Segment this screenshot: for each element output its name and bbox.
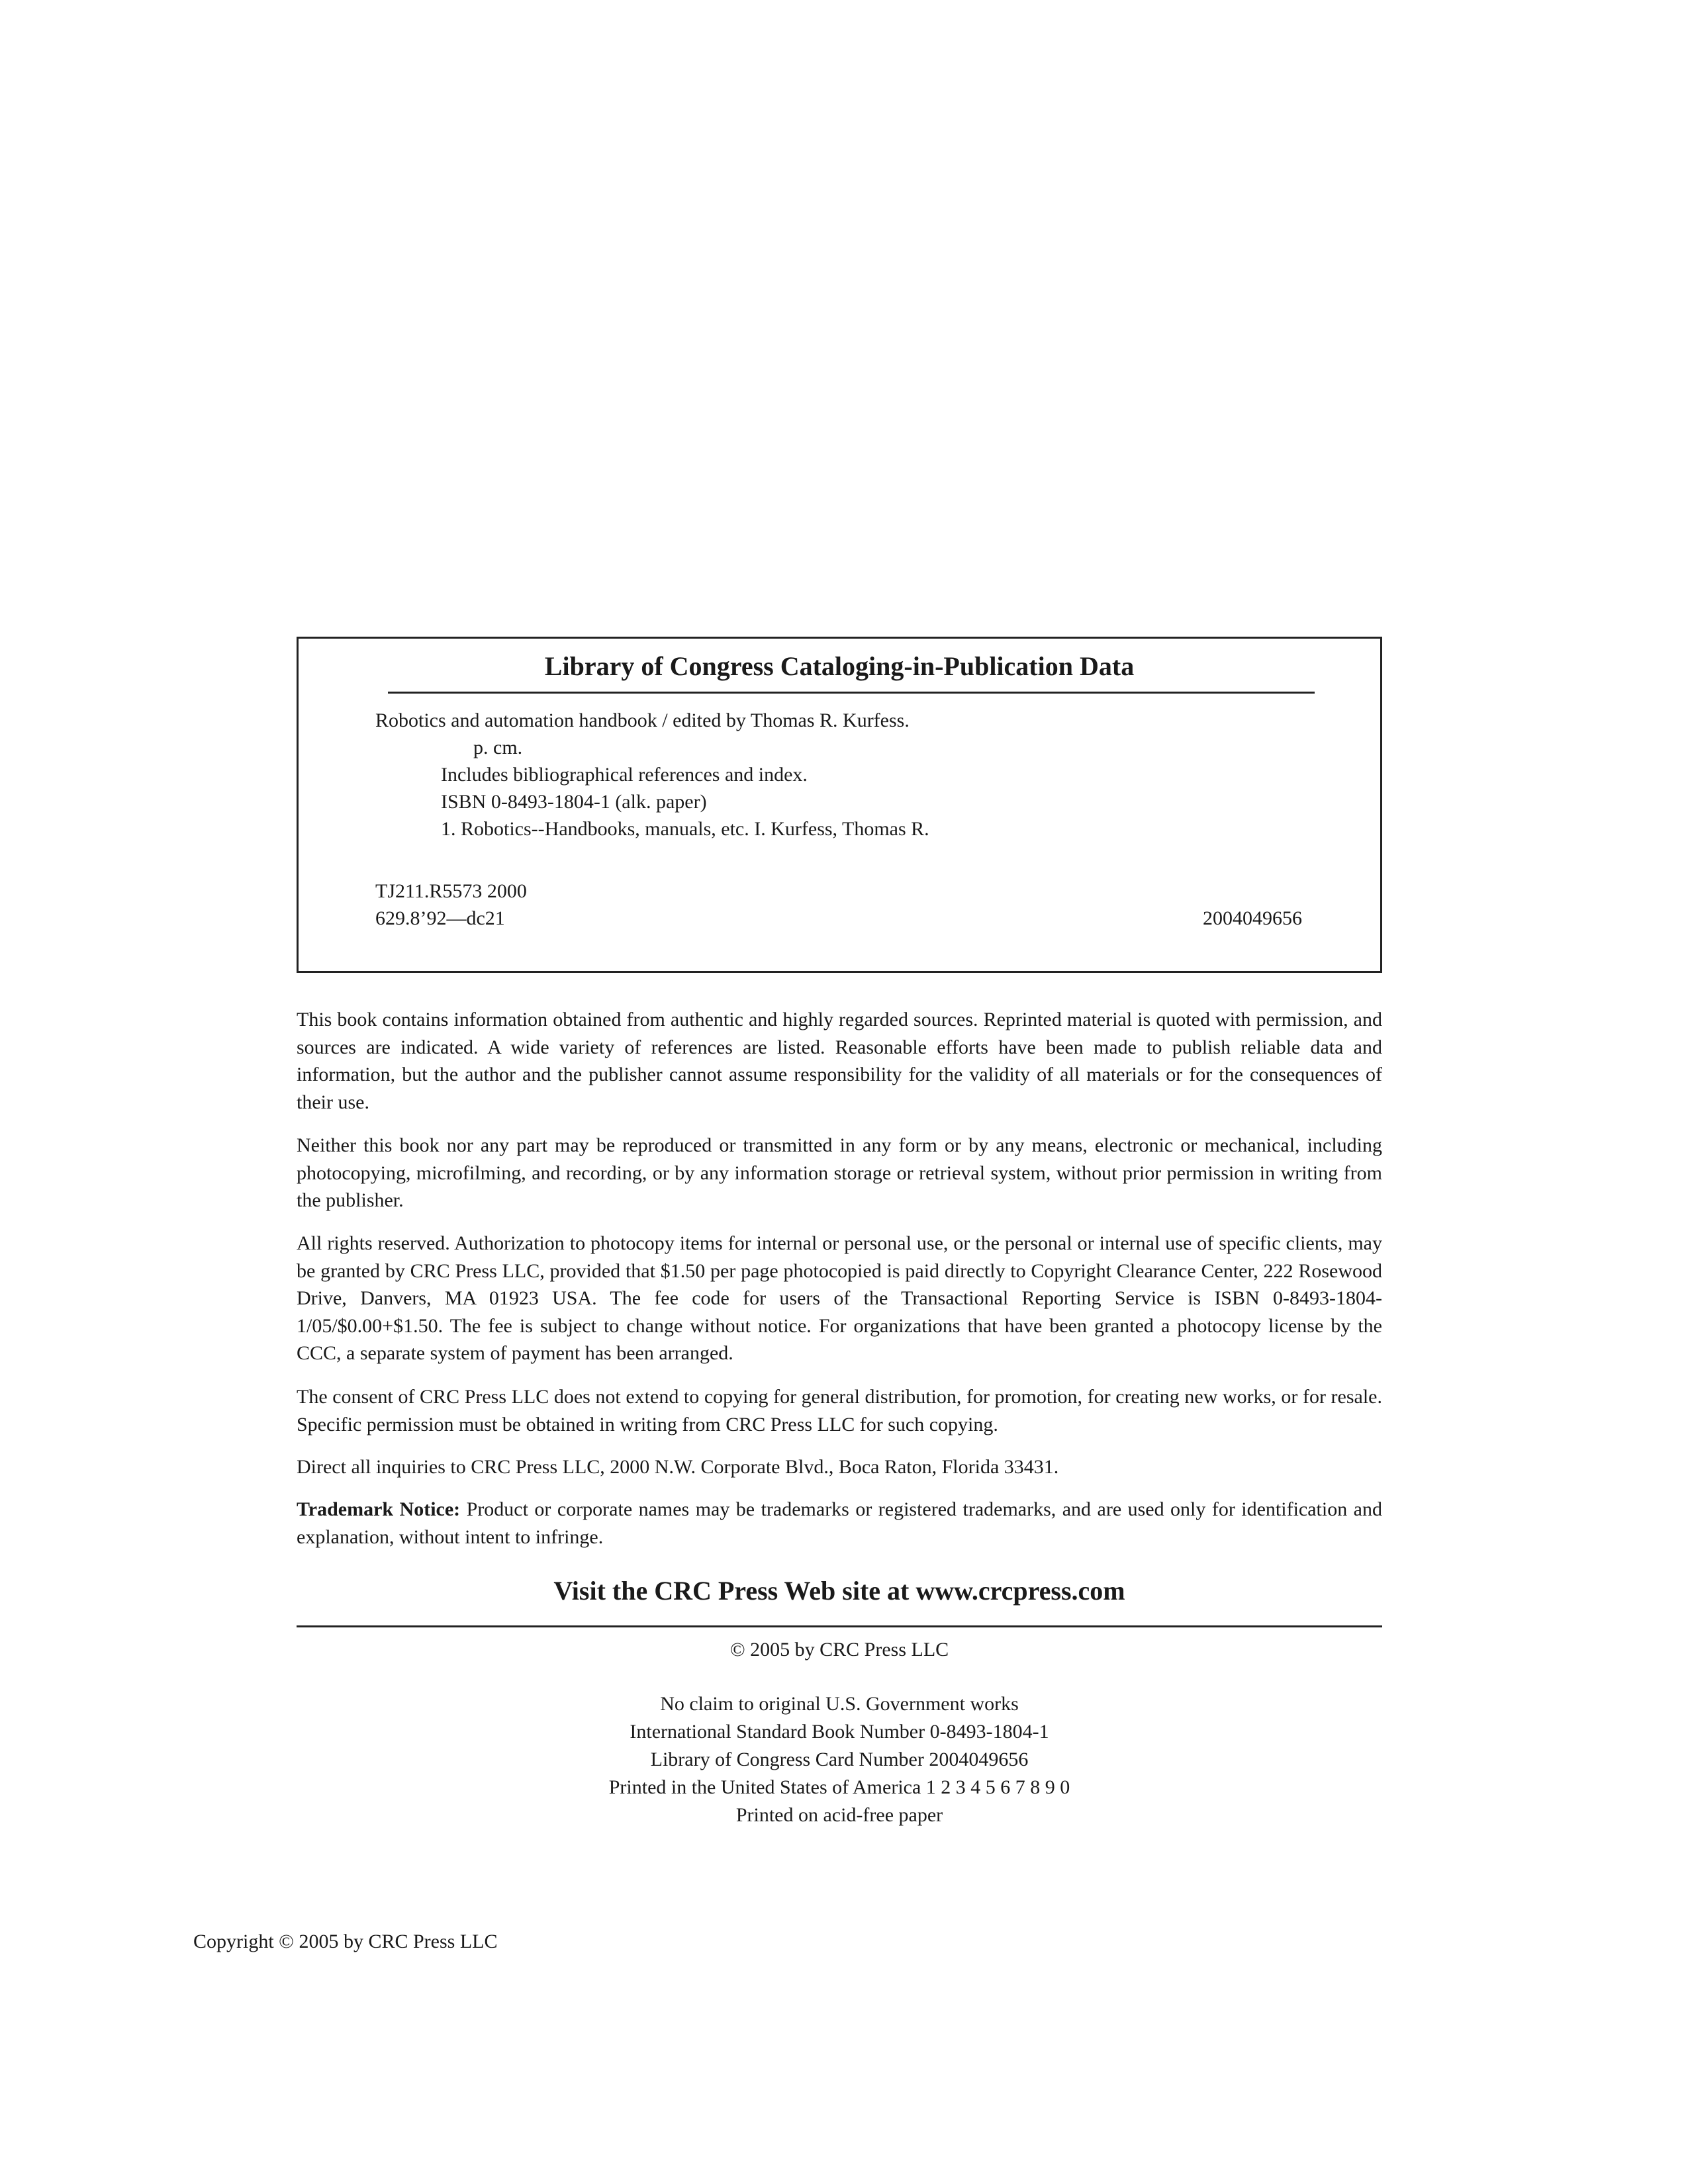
- imprint-line: Printed on acid-free paper: [735, 1804, 943, 1826]
- disclaimer-paragraph: This book contains information obtained from authentic and highly regarded sources. Reprinted material is quoted with permission, and sources are indicated. A wide variety of references are listed. Reasonable efforts have been made to publish reliable data and information, but the author and the publisher cannot assume responsibility for the validity of all materials or for the consequences of their use.: [297, 1009, 1382, 1113]
- rights-paragraph: All rights reserved. Authorization to photocopy items for internal or personal use, or the personal or internal use of specific clients, may be granted by CRC Press LLC, provided that $1.50 per page photocopied is paid directly to Copyright Clearance Center, 222 Rosewood Drive, Danvers, MA 01923 USA. The fee code for users of the Transactional Reporting Service is ISBN 0-8493-1804-1/05/$0.00+$1.50. The fee is subject to change without notice. For organizations that have been granted a photocopy license by the CCC, a separate system of payment has been arranged.: [297, 1232, 1382, 1364]
- website-rule: [297, 1625, 1382, 1627]
- imprint-copyright: © 2005 by CRC Press LLC: [729, 1639, 949, 1661]
- cip-title: Library of Congress Cataloging-in-Publication Data: [544, 651, 1135, 681]
- cip-note: Includes bibliographical references and index.: [441, 764, 808, 786]
- cip-dewey: 629.8’92—dc21: [375, 907, 505, 929]
- consent-paragraph: The consent of CRC Press LLC does not extend to copying for general distribution, for promotion, for creating new works, or for resale. Specific permission must be obtained in writing from CRC Press LLC for such copying.: [297, 1386, 1382, 1435]
- imprint-line: Printed in the United States of America 1 2 3 4 5 6 7 8 9 0: [608, 1776, 1070, 1798]
- website-notice: Visit the CRC Press Web site at www.crcpress.com: [553, 1576, 1125, 1606]
- page-footer-copyright: Copyright © 2005 by CRC Press LLC: [193, 1931, 498, 1952]
- trademark-text: Product or corporate names may be trademarks or registered trademarks, and are used only for identification and explanation, without intent to infringe.: [297, 1498, 1382, 1548]
- imprint-line: Library of Congress Card Number 2004049656: [650, 1749, 1029, 1770]
- reproduction-paragraph: Neither this book nor any part may be reproduced or transmitted in any form or by any means, electronic or mechanical, including photocopying, microfilming, and recording, or by any information storage or retrieval system, without prior permission in writing from the publisher.: [297, 1134, 1382, 1211]
- trademark-label: Trademark Notice:: [297, 1498, 461, 1520]
- cip-note: 1. Robotics--Handbooks, manuals, etc. I. Kurfess, Thomas R.: [441, 818, 929, 840]
- cip-main-entry: Robotics and automation handbook / edited by Thomas R. Kurfess.: [375, 709, 910, 731]
- cip-physical-description: p. cm.: [473, 737, 523, 758]
- cip-lc-class: TJ211.R5573 2000: [375, 880, 527, 902]
- cip-lccn: 2004049656: [1203, 907, 1302, 929]
- cip-title-rule: [388, 692, 1315, 694]
- cip-data-box: [297, 637, 1382, 973]
- imprint-line: International Standard Book Number 0-8493-1804-1: [630, 1721, 1049, 1743]
- imprint-line: No claim to original U.S. Government works: [660, 1693, 1019, 1715]
- trademark-paragraph: [297, 1496, 1382, 1551]
- inquiries-paragraph: Direct all inquiries to CRC Press LLC, 2000 N.W. Corporate Blvd., Boca Raton, Florida 33431.: [297, 1456, 1059, 1478]
- cip-note: ISBN 0-8493-1804-1 (alk. paper): [441, 791, 707, 813]
